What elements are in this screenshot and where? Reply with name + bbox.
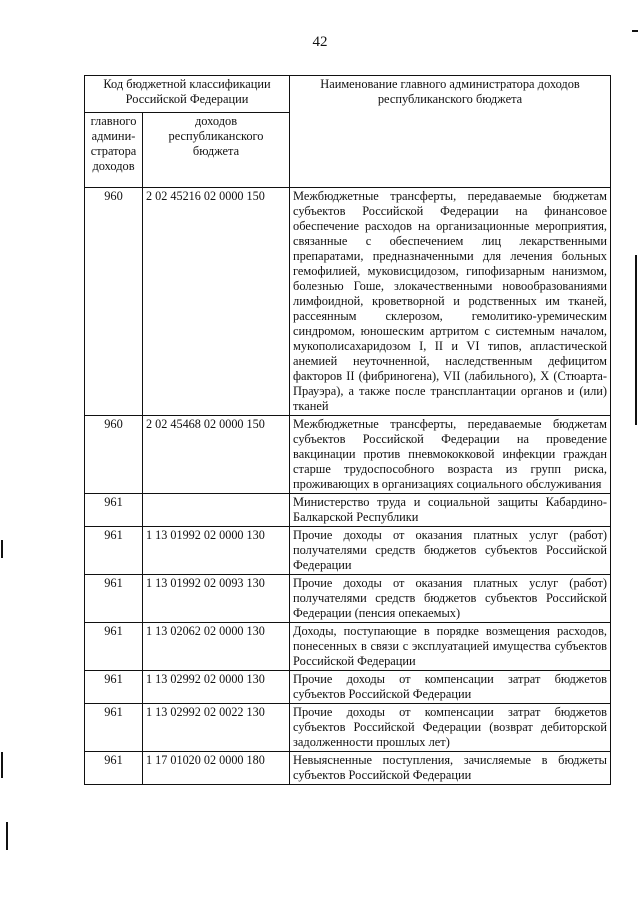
table-row xyxy=(85,188,611,416)
admin-code-cell: 961 xyxy=(85,527,143,575)
table-row xyxy=(85,752,611,785)
scan-edge-mark xyxy=(632,30,638,32)
table-row xyxy=(85,623,611,671)
header-row-top xyxy=(85,76,611,113)
revenue-name-cell: Прочие доходы от оказания платных услуг (работ) получателями средств бюджетов субъектов Российской Федерации xyxy=(290,527,611,575)
revenue-name-cell: Межбюджетные трансферты, передаваемые бюджетам субъектов Российской Федерации на финансовое обеспечение расходов на организационные мероприятия, связанные с обеспечением лиц лекарственными препаратами, предназначенными для лечения больных гемофилией, муковисцидозом, гипофизарным нанизмом, болезнью Гоше, злокачественными новообразованиями лимфоидной, кроветворной и родственных им тканей, рассеянным склерозом, гемолитико-уремическим синдромом, юношеским артритом с системным началом, мукополисахаридозом I, II и VI типов, апластической анемией неуточненной, наследственным дефицитом факторов II (фибриногена), VII (лабильного), X (Стюарта-Прауэра), а также после трансплантации органов и (или) тканей xyxy=(290,188,611,416)
revenue-code-cell: 1 13 01992 02 0093 130 xyxy=(143,575,290,623)
admin-code-cell: 961 xyxy=(85,704,143,752)
table-row xyxy=(85,527,611,575)
revenue-name-cell: Невыясненные поступления, зачисляемые в бюджеты субъектов Российской Федерации xyxy=(290,752,611,785)
admin-code-cell: 961 xyxy=(85,752,143,785)
revenue-name-cell: Министерство труда и социальной защиты Кабардино-Балкарской Республики xyxy=(290,494,611,527)
admin-code-cell: 961 xyxy=(85,494,143,527)
budget-classification-table xyxy=(84,75,611,785)
scan-edge-mark xyxy=(1,752,3,778)
admin-code-cell: 960 xyxy=(85,188,143,416)
revenue-code-cell: 1 13 01992 02 0000 130 xyxy=(143,527,290,575)
revenue-code-cell: 1 13 02062 02 0000 130 xyxy=(143,623,290,671)
revenue-name-cell: Прочие доходы от компенсации затрат бюджетов субъектов Российской Федерации (возврат дебиторской задолженности прошлых лет) xyxy=(290,704,611,752)
admin-code-cell: 960 xyxy=(85,416,143,494)
revenue-code-cell xyxy=(143,494,290,527)
table-row xyxy=(85,671,611,704)
revenue-code-cell: 1 13 02992 02 0022 130 xyxy=(143,704,290,752)
table-row xyxy=(85,494,611,527)
header-classification-code: Код бюджетной классификации Российской Федерации xyxy=(85,76,290,113)
table-row xyxy=(85,416,611,494)
header-administrator-name: Наименование главного администратора доходов республиканского бюджета xyxy=(290,76,611,188)
revenue-code-cell: 1 13 02992 02 0000 130 xyxy=(143,671,290,704)
revenue-code-cell: 2 02 45468 02 0000 150 xyxy=(143,416,290,494)
revenue-name-cell: Межбюджетные трансферты, передаваемые бюджетам субъектов Российской Федерации на проведение вакцинации против пневмококковой инфекции граждан старше трудоспособного возраста из групп риска, проживающих в организациях социального обслуживания xyxy=(290,416,611,494)
revenue-name-cell: Прочие доходы от оказания платных услуг (работ) получателями средств бюджетов субъектов Российской Федерации (пенсия опекаемых) xyxy=(290,575,611,623)
revenue-code-cell: 1 17 01020 02 0000 180 xyxy=(143,752,290,785)
table-row xyxy=(85,575,611,623)
scan-edge-mark xyxy=(635,255,637,425)
admin-code-cell: 961 xyxy=(85,575,143,623)
admin-code-cell: 961 xyxy=(85,623,143,671)
header-republic-budget-revenue: доходов республиканского бюджета xyxy=(143,113,290,188)
scan-edge-mark xyxy=(1,540,3,558)
admin-code-cell: 961 xyxy=(85,671,143,704)
table-row xyxy=(85,704,611,752)
page-number: 42 xyxy=(312,34,328,50)
revenue-code-cell: 2 02 45216 02 0000 150 xyxy=(143,188,290,416)
revenue-name-cell: Прочие доходы от компенсации затрат бюджетов субъектов Российской Федерации xyxy=(290,671,611,704)
scan-edge-mark xyxy=(6,822,8,850)
header-main-administrator: главного админи-стратора доходов xyxy=(85,113,143,188)
revenue-name-cell: Доходы, поступающие в порядке возмещения расходов, понесенных в связи с эксплуатацией имущества субъектов Российской Федерации xyxy=(290,623,611,671)
